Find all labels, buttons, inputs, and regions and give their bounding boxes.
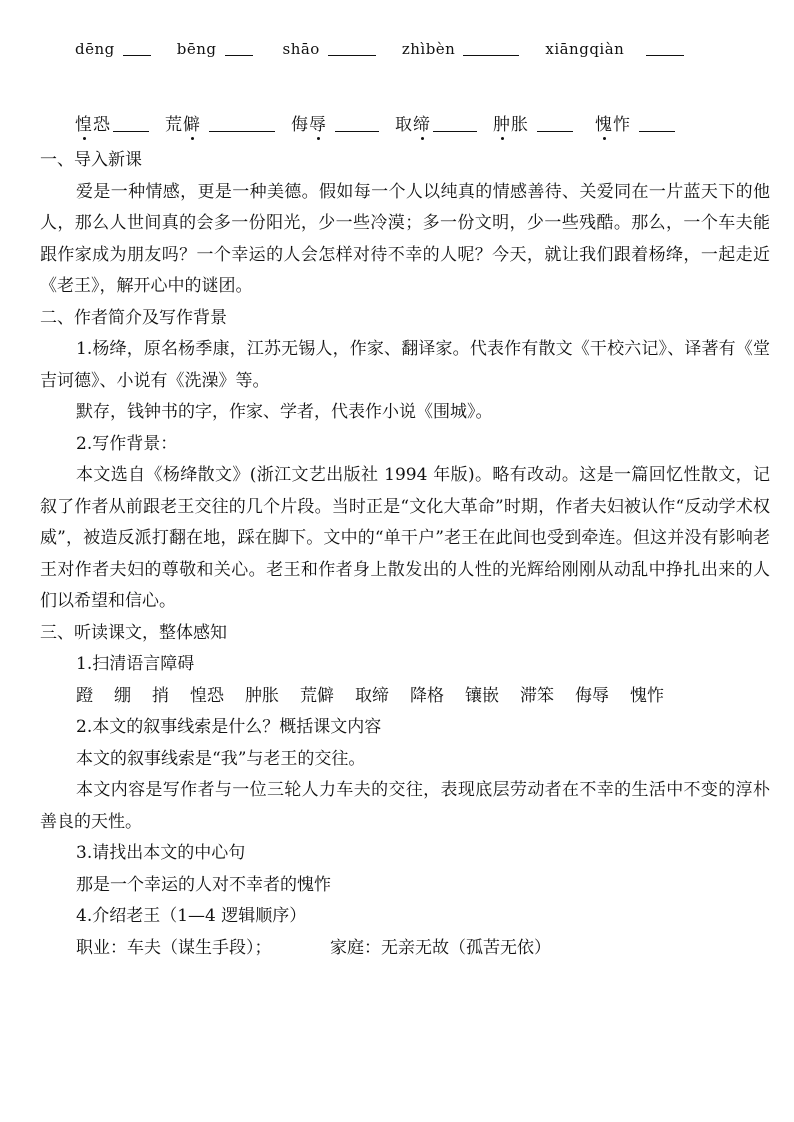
answer-blank: [123, 43, 151, 56]
word: [291, 110, 327, 135]
subheading: 4.介绍老王（1—4 逻辑顺序）: [76, 906, 307, 926]
subheading: 3.请找出本文的中心句: [76, 843, 246, 863]
dotted-char: 肿: [493, 110, 511, 135]
pinyin-text: zhìbèn: [401, 40, 456, 58]
family-info: 家庭：无亲无故（孤苦无依）: [330, 937, 551, 958]
dotted-word-item: [291, 110, 379, 135]
char: 荒: [165, 115, 183, 135]
vocab-word: 侮辱: [575, 685, 609, 706]
lesson-content: [40, 145, 770, 964]
dotted-char: 愧: [595, 110, 613, 135]
vocab-word: 滞笨: [520, 685, 554, 706]
dotted-character-exercise-row: [75, 110, 691, 135]
paragraph: 1.杨绛，原名杨季康，江苏无锡人，作家、翻译家。代表作有散文《干校六记》、译著有《堂吉诃德》、小说有《洗澡》等。: [40, 339, 770, 391]
word: [493, 110, 529, 135]
char: 怍: [613, 115, 631, 135]
word: [595, 110, 631, 135]
answer-blank: [113, 119, 149, 132]
dotted-word-item: [165, 110, 275, 135]
pinyin-item: [75, 40, 151, 58]
word: [75, 110, 111, 135]
vocab-word: 荒僻: [300, 685, 334, 706]
dotted-char: 惶: [75, 110, 93, 135]
subheading: 2.本文的叙事线索是什么？概括课文内容: [76, 717, 382, 737]
dotted-word-item: [595, 110, 675, 135]
pinyin-text: shāo: [282, 40, 320, 58]
dotted-char: 僻: [183, 110, 201, 135]
pinyin-item: [402, 40, 520, 58]
section-heading: 一、导入新课: [40, 150, 142, 170]
section-heading: 三、听读课文，整体感知: [40, 622, 227, 643]
pinyin-item: [177, 40, 253, 58]
pinyin-text: bēng: [176, 40, 217, 58]
paragraph: 本文选自《杨绛散文》(浙江文艺出版社 1994 年版)。略有改动。这是一篇回忆性散文，记叙了作者从前跟老王交往的几个片段。当时正是“文化大革命”时期，作者夫妇被认作“反动学术权威”，被造反派打翻在地，踩在脚下。文中的“单干户”老王在此间也受到牵连。但这并没有影响老王对作者夫妇的尊敬和关心。老王和作者身上散发出的人性的光辉给刚刚从动乱中挣扎出来的人们以希望和信心。: [40, 465, 770, 611]
paragraph: 本文内容是写作者与一位三轮人力车夫的交往，表现底层劳动者在不幸的生活中不变的淳朴善良的天性。: [40, 780, 770, 832]
paragraph: 默存，钱钟书的字，作家、学者，代表作小说《围城》。: [76, 402, 493, 422]
char: 胀: [511, 115, 529, 135]
vocab-word: 惶恐: [190, 685, 224, 706]
char: 侮: [291, 115, 309, 135]
answer-blank: [433, 119, 477, 132]
answer-blank: [225, 43, 253, 56]
answer-blank: [646, 43, 684, 56]
dotted-word-item: [395, 110, 477, 135]
vocabulary-list: [40, 681, 770, 713]
paragraph: 本文的叙事线索是“我”与老王的交往。: [76, 748, 366, 769]
paragraph: 那是一个幸运的人对不幸者的愧怍: [76, 874, 331, 895]
vocab-word: 降格: [410, 685, 444, 706]
info-row: [40, 933, 770, 965]
vocab-word: 捎: [152, 685, 169, 706]
answer-blank: [639, 119, 675, 132]
pinyin-text: xiāngqiàn: [545, 40, 625, 58]
subheading: 2.写作背景：: [76, 433, 178, 454]
dotted-word-item: [493, 110, 573, 135]
word: [165, 110, 201, 135]
vocab-word: 蹬: [76, 685, 93, 706]
vocab-word: 肿胀: [245, 685, 279, 706]
answer-blank: [463, 43, 519, 56]
char: 恐: [93, 115, 111, 135]
paragraph: 爱是一种情感，更是一种美德。假如每一个人以纯真的情感善待、关爱同在一片蓝天下的他人，那么人世间真的会多一份阳光，少一些冷漠；多一份文明，少一些残酷。那么，一个车夫能跟作家成为朋友吗？一个幸运的人会怎样对待不幸的人呢？今天，就让我们跟着杨绛，一起走近《老王》，解开心中的谜团。: [40, 181, 770, 296]
job-info: 职业：车夫（谋生手段）；: [76, 937, 272, 958]
section-heading: 二、作者简介及写作背景: [40, 307, 227, 328]
answer-blank: [328, 43, 376, 56]
vocab-word: 绷: [114, 685, 131, 706]
subheading: 1.扫清语言障碍: [76, 654, 195, 674]
answer-blank: [537, 119, 573, 132]
vocab-word: 镶嵌: [465, 685, 499, 706]
answer-blank: [209, 119, 275, 132]
pinyin-exercise-row: [75, 40, 710, 58]
vocab-word: 取缔: [355, 685, 389, 706]
word: [395, 110, 431, 135]
pinyin-item: [283, 40, 376, 58]
char: 取: [395, 115, 413, 135]
dotted-char: 缔: [413, 110, 431, 135]
pinyin-item: [545, 40, 684, 58]
dotted-char: 辱: [309, 110, 327, 135]
dotted-word-item: [75, 110, 149, 135]
vocab-word: 愧怍: [630, 685, 664, 706]
answer-blank: [335, 119, 379, 132]
pinyin-text: dēng: [75, 40, 115, 58]
